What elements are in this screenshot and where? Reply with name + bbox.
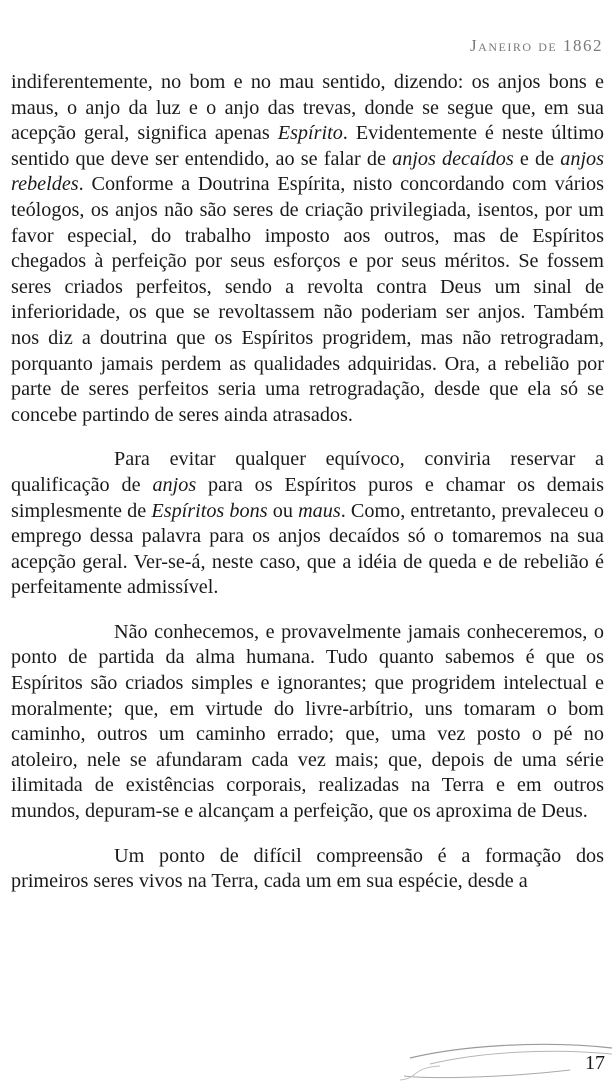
running-header: Janeiro de 1862	[470, 36, 603, 55]
text-run: . Como, entretanto, prevaleceu o emprego dessa palavra para os anjos decaídos só o tomaremos na sua acepção geral. Ver-se-á, neste caso, que a idéia de queda e de rebelião é perfeitamente admissível.	[11, 499, 604, 599]
decorative-swoosh-icon	[400, 1018, 615, 1087]
text-run: para os Espíritos puros e chamar os demais simplesmente de	[11, 473, 604, 522]
text-run: e de	[513, 147, 561, 170]
italic-text: maus	[298, 499, 341, 522]
text-run: . Conforme a Doutrina Espírita, nisto concordando com vários teólogos, os anjos não são seres de criação privilegiada, isentos, por um favor especial, do trabalho imposto aos outros, mas de Espíritos chegados à perfeição por seus esforços e por seus méritos. Se fossem seres criados perfeitos, sendo a revolta contra Deus um sinal de inferioridade, os que se revoltassem não poderiam ser anjos. Também nos diz a doutrina que os Espíritos progridem, mas não retrogradam, porquanto jamais perdem as qualidades adquiridas. Ora, a rebelião por parte de seres perfeitos seria uma retrogradação, desde que ela só se concebe partindo de seres ainda atrasados.	[11, 173, 604, 426]
italic-text: anjos decaídos	[392, 147, 514, 170]
text-run: indiferentemente, no bom e no mau sentido, dizendo: os anjos bons e maus, o anjo da luz e o anjo das trevas, donde se segue que, em sua acepção geral, significa apenas	[11, 71, 604, 145]
text-run: Um ponto de difícil compreensão é a formação dos primeiros seres vivos na Terra, cada um em sua espécie, desde a	[11, 844, 604, 893]
italic-text: anjos	[152, 473, 197, 496]
text-run: Para evitar qualquer equívoco, conviria reservar a qualificação de	[11, 448, 604, 496]
italic-text: Espíritos bons	[151, 499, 268, 522]
page-number: 17	[585, 1052, 605, 1074]
text-run: ou	[267, 499, 299, 522]
italic-text: anjos rebeldes	[11, 147, 605, 196]
italic-text: Espírito	[277, 122, 343, 145]
paragraph	[11, 844, 604, 895]
paragraph	[11, 620, 604, 825]
text-run: . Evidentemente é neste último sentido que deve ser entendido, ao se falar de	[11, 122, 604, 170]
page-body	[11, 70, 604, 914]
text-run: Não conhecemos, e provavelmente jamais conheceremos, o ponto de partida da alma humana. Tudo quanto sabemos é que os Espíritos são criados simples e ignorantes; que progridem intelectual e moralmente; que, em virtude do livre-arbítrio, uns tomaram o bom caminho, outros um caminho errado; que, uma vez posto o pé no atoleiro, nele se afundaram cada vez mais; que, depois de uma série ilimitada de existências corporais, realizadas na Terra e em outros mundos, depuram-se e alcançam a perfeição, que os aproxima de Deus.	[11, 620, 604, 823]
paragraph	[11, 70, 604, 428]
paragraph	[11, 447, 604, 601]
